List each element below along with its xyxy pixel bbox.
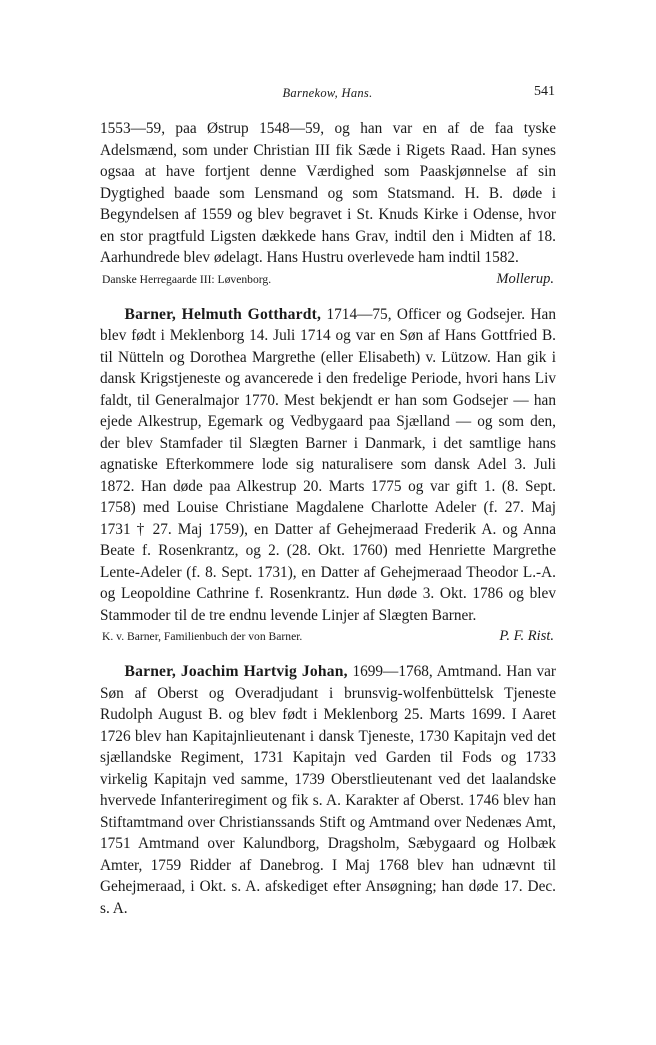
entry-source-line	[100, 271, 556, 288]
entry-barner-joachim	[100, 661, 556, 919]
entry-body: 1553—59, paa Østrup 1548—59, og han var en af de faa tyske Adelsmænd, som under Christian III fik Sæde i Rigets Raad. Han synes ogsaa at have fortjent denne Værdighed som Paaskjønnelse af sin Dygtighed baade som Lensmand og som Statsmand. H. B. døde i Begyndelsen af 1559 og blev begravet i St. Knuds Kirke i Odense, hvor en stor pragtfuld Ligsten dækkede hans Grav, indtil den i Midten af 18. Aarhundrede blev ødelagt. Hans Hustru overlevede ham indtil 1582.	[100, 120, 556, 266]
entry-source-line	[100, 628, 556, 645]
entry-text	[100, 661, 556, 919]
entry-continuation	[100, 118, 556, 288]
author-signature: Mollerup.	[496, 270, 554, 287]
entry-headword: Barner, Helmuth Gotthardt,	[124, 305, 322, 323]
running-title: Barnekow, Hans.	[282, 86, 373, 100]
entry-barner-helmuth	[100, 304, 556, 646]
entry-text	[100, 118, 556, 269]
source-reference: Danske Herregaarde III: Løvenborg.	[102, 272, 272, 286]
entry-headword: Barner, Joachim Hartvig Johan,	[124, 663, 348, 680]
entry-body: 1699—1768, Amtmand. Han var Søn af Oberst og Overadjudant i brunsvig-wolfenbüttelsk Tjeneste Rudolph August B. og blev født i Meklenborg 25. Marts 1699. I Aaret 1726 blev han Kapitajnlieutenant i dansk Tjeneste, 1730 Kapitajn ved det sjællandske Regiment, 1731 Kapitajn ved Garden til Fods og 1733 virkelig Kapitajn ved samme, 1739 Oberstlieutenant ved det laalandske hvervede Infanteriregiment og fik s. A. Karakter af Oberst. 1746 blev han Stiftamtmand over Christianssands Stift og Amtmand over Nedenæs Amt, 1751 Amtmand over Kalundborg, Dragsholm, Sæbygaard og Holbæk Amter, 1759 Ridder af Danebrog. I Maj 1768 blev han udnævnt til Gehejmeraad, i Okt. s. A. afskediget efter Ansøgning; han døde 17. Dec. s. A.	[100, 663, 556, 917]
author-signature: P. F. Rist.	[499, 628, 554, 644]
entry-text	[100, 304, 556, 627]
page-header	[100, 84, 555, 106]
page-body	[100, 118, 556, 919]
page-number: 541	[534, 84, 555, 99]
entry-body: 1714—75, Officer og Godsejer. Han blev født i Meklenborg 14. Juli 1714 og var en Søn af Hans Gottfried B. til Nütteln og Dorothea Margrethe (eller Elisabeth) v. Lützow. Han gik i dansk Krigstjeneste og avancerede i den fredelige Periode, hvori hans Liv faldt, til Generalmajor 1770. Mest bekjendt er han som Godsejer — han ejede Alkestrup, Egemark og Vedbygaard paa Sjælland — og som den, der blev Stamfader til Slægten Barner i Danmark, i det samtlige hans agnatiske Efterkommere lode sig naturalisere som dansk Adel 3. Juli 1872. Han døde paa Alkestrup 20. Marts 1775 og var gift 1. (8. Sept. 1758) med Louise Christiane Magdalene Charlotte Adeler (f. 27. Maj 1731 † 27. Maj 1759), en Datter af Gehejmeraad Frederik A. og Anna Beate f. Rosenkrantz, og 2. (28. Okt. 1760) med Henriette Margrethe Lente-Adeler (f. 8. Sept. 1731), en Datter af Gehejmeraad Theodor L.-A. og Leopoldine Cathrine f. Rosenkrantz. Hun døde 3. Okt. 1786 og blev Stammoder til de tre endnu levende Linjer af Slægten Barner.	[100, 305, 556, 624]
source-reference: K. v. Barner, Familienbuch der von Barner.	[102, 630, 303, 643]
